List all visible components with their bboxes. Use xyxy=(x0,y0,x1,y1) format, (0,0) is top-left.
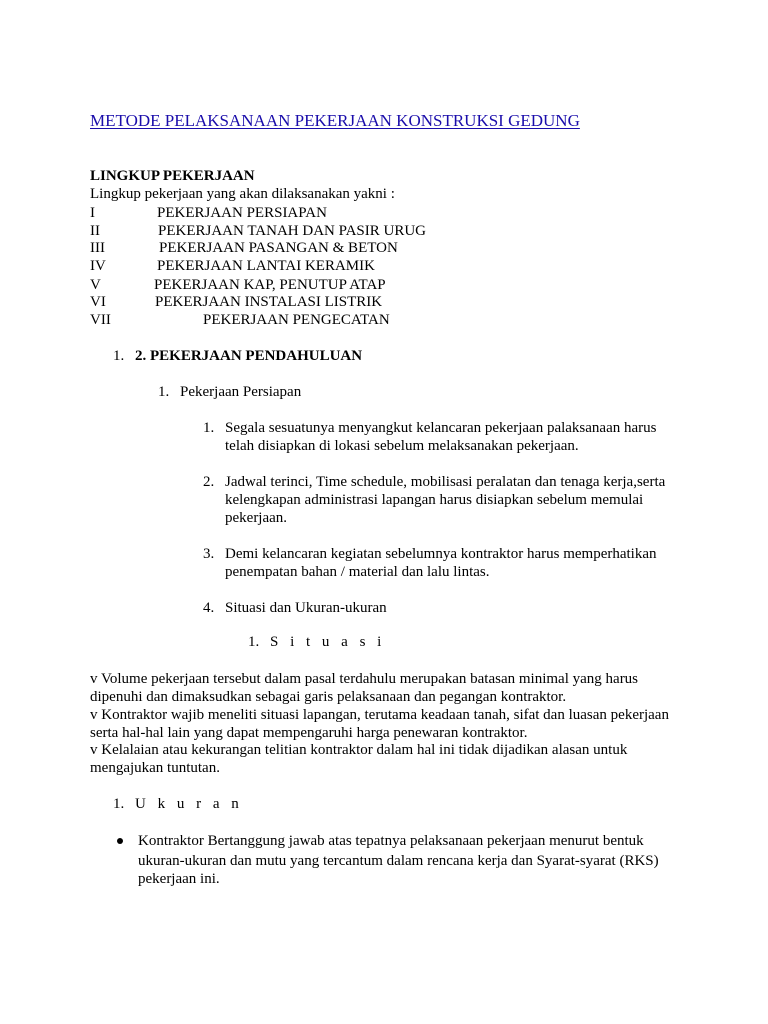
ukuran-heading: U k u r a n xyxy=(135,796,243,812)
list-number: 1. xyxy=(113,796,125,812)
scope-item-text: PEKERJAAN TANAH DAN PASIR URUG xyxy=(158,223,427,239)
scope-item-number: VII xyxy=(90,312,111,328)
list-number: 4. xyxy=(203,600,215,616)
scope-item-number: III xyxy=(90,240,105,256)
paragraph-line: v Kelalaian atau kekurangan telitian kontraktor dalam hal ini tidak dijadikan alasan untuk xyxy=(90,742,628,758)
paragraph-line: serta hal-hal lain yang dapat mempengaruhi harga penewaran kontraktor. xyxy=(90,725,528,741)
scope-item-number: VI xyxy=(90,294,106,310)
paragraph-line: dipenuhi dan dimaksudkan sebagai garis pelaksanaan dan pegangan kontraktor. xyxy=(90,689,567,705)
list-number: 1. xyxy=(203,420,215,436)
paragraph-line: v Volume pekerjaan tersebut dalam pasal terdahulu merupakan batasan minimal yang harus xyxy=(90,671,639,687)
scope-item-text: PEKERJAAN INSTALASI LISTRIK xyxy=(155,294,383,310)
scope-item-number: II xyxy=(90,223,100,239)
bullet-icon xyxy=(117,838,123,844)
scope-item-text: PEKERJAAN PERSIAPAN xyxy=(157,205,327,221)
list-item-line: Demi kelancaran kegiatan sebelumnya kontraktor harus memperhatikan xyxy=(225,546,657,562)
subsection-heading: Pekerjaan Persiapan xyxy=(180,384,302,400)
list-item-line: Jadwal terinci, Time schedule, mobilisasi peralatan dan tenaga kerja,serta xyxy=(225,474,666,490)
scope-item-text: PEKERJAAN LANTAI KERAMIK xyxy=(157,258,375,274)
scope-intro: Lingkup pekerjaan yang akan dilaksanakan yakni : xyxy=(90,186,395,202)
bullet-line: ukuran-ukuran dan mutu yang tercantum dalam rencana kerja dan Syarat-syarat (RKS) xyxy=(138,853,659,869)
paragraph-line: mengajukan tuntutan. xyxy=(90,760,220,776)
bullet-line: Kontraktor Bertanggung jawab atas tepatnya pelaksanaan pekerjaan menurut bentuk xyxy=(138,833,644,849)
document-title[interactable]: METODE PELAKSANAAN PEKERJAAN KONSTRUKSI GEDUNG xyxy=(90,111,580,130)
scope-item-text: PEKERJAAN KAP, PENUTUP ATAP xyxy=(154,277,386,293)
list-item-line: pekerjaan. xyxy=(225,510,288,526)
scope-item-text: PEKERJAAN PENGECATAN xyxy=(203,312,390,328)
scope-item-number: IV xyxy=(90,258,106,274)
scope-item-number: I xyxy=(90,205,95,221)
list-number: 1. xyxy=(248,634,260,650)
list-number: 1. xyxy=(113,348,125,364)
paragraph-line: v Kontraktor wajib meneliti situasi lapangan, terutama keadaan tanah, sifat dan luasan pekerjaan xyxy=(90,707,669,723)
list-item-line: penempatan bahan / material dan lalu lintas. xyxy=(225,564,490,580)
section-heading: 2. PEKERJAAN PENDAHULUAN xyxy=(135,348,363,364)
scope-heading: LINGKUP PEKERJAAN xyxy=(90,168,255,184)
situasi-heading: S i t u a s i xyxy=(270,634,386,650)
list-item-line: Segala sesuatunya menyangkut kelancaran pekerjaan palaksanaan harus xyxy=(225,420,657,436)
list-number: 3. xyxy=(203,546,215,562)
bullet-line: pekerjaan ini. xyxy=(138,871,220,887)
scope-item-text: PEKERJAAN PASANGAN & BETON xyxy=(159,240,398,256)
list-item-line: Situasi dan Ukuran-ukuran xyxy=(225,600,387,616)
list-item-line: kelengkapan administrasi lapangan harus disiapkan sebelum memulai xyxy=(225,492,644,508)
scope-item-number: V xyxy=(90,277,101,293)
list-number: 1. xyxy=(158,384,170,400)
list-number: 2. xyxy=(203,474,215,490)
list-item-line: telah disiapkan di lokasi sebelum melaksanakan pekerjaan. xyxy=(225,438,579,454)
